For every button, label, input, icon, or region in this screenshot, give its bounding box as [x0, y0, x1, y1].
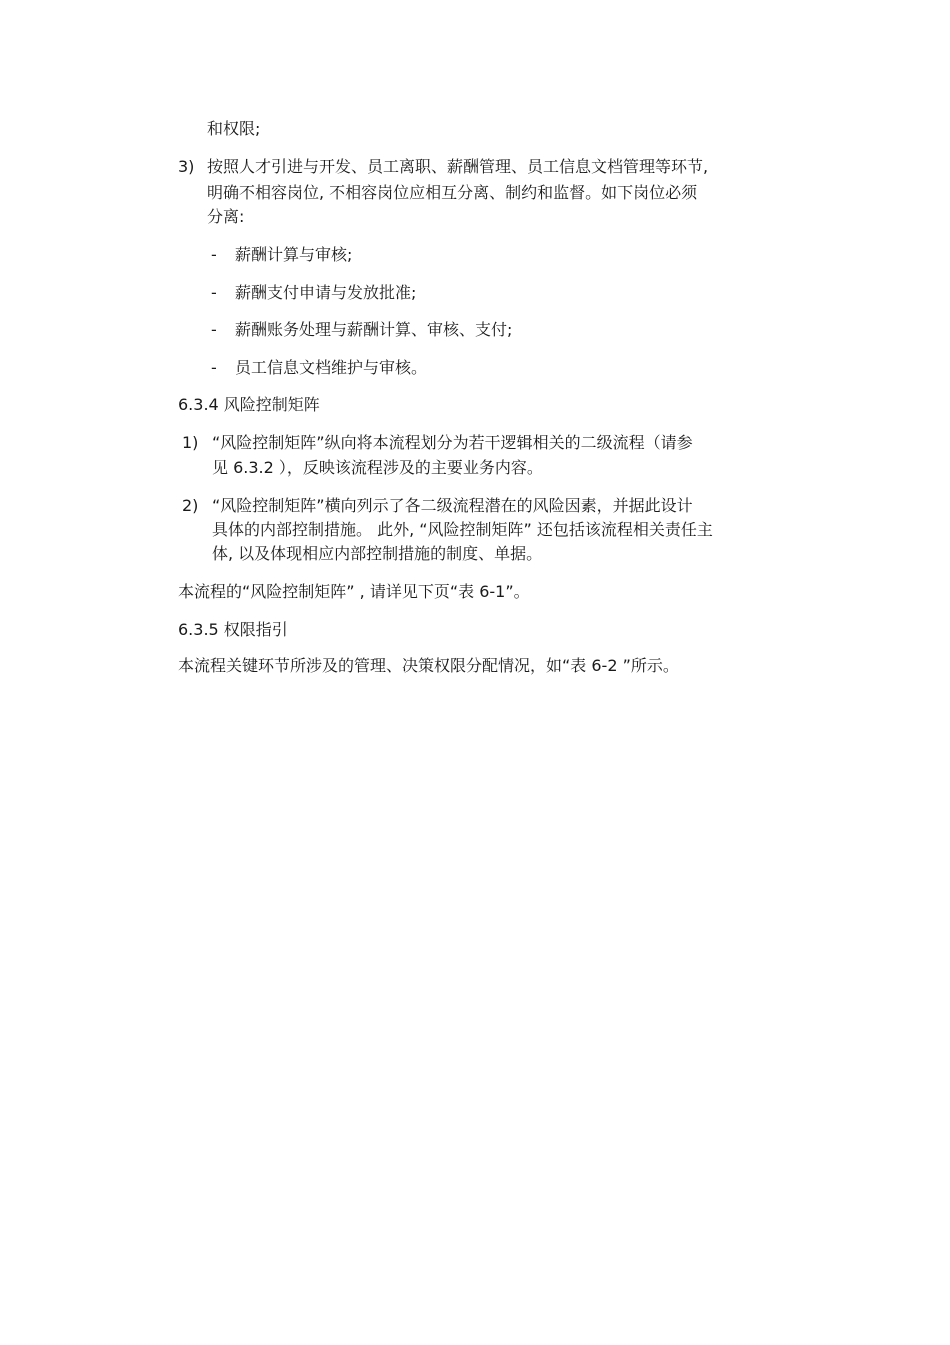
dash-bullet: -	[211, 358, 217, 377]
section-heading-6-3-5: 6.3.5 权限指引	[178, 620, 288, 639]
list-number-2: 2)	[182, 496, 199, 515]
dash-bullet: -	[211, 283, 217, 302]
item3-line-1: 按照人才引进与开发、员工离职、薪酬管理、员工信息文档管理等环节,	[207, 157, 709, 176]
item3-line-3: 分离:	[207, 207, 245, 226]
dash-bullet: -	[211, 245, 217, 264]
risk-item1-line-2: 见 6.3.2 ），反映该流程涉及的主要业务内容。	[212, 458, 543, 477]
matrix-reference-paragraph: 本流程的“风险控制矩阵” , 请详见下页“表 6-1”。	[178, 582, 530, 601]
separation-item-2: 薪酬支付申请与发放批准;	[235, 283, 417, 302]
section-heading-6-3-4: 6.3.4 风险控制矩阵	[178, 395, 320, 414]
risk-item2-line-3: 体, 以及体现相应内部控制措施的制度、单据。	[212, 544, 543, 563]
list-number-1: 1)	[182, 433, 199, 452]
item3-line-2: 明确不相容岗位, 不相容岗位应相互分离、制约和监督。如下岗位必须	[207, 183, 698, 202]
risk-item2-line-2: 具体的内部控制措施。 此外, “风险控制矩阵” 还包括该流程相关责任主	[212, 520, 713, 539]
risk-item1-line-1: “风险控制矩阵”纵向将本流程划分为若干逻辑相关的二级流程（请参	[212, 433, 693, 452]
authority-reference-paragraph: 本流程关键环节所涉及的管理、决策权限分配情况，如“表 6-2 ”所示。	[178, 656, 679, 675]
separation-item-3: 薪酬账务处理与薪酬计算、审核、支付;	[235, 320, 513, 339]
dash-bullet: -	[211, 320, 217, 339]
separation-item-1: 薪酬计算与审核;	[235, 245, 353, 264]
list-number-3: 3)	[178, 157, 195, 176]
continuation-line: 和权限;	[207, 119, 261, 138]
separation-item-4: 员工信息文档维护与审核。	[235, 358, 428, 377]
risk-item2-line-1: “风险控制矩阵”横向列示了各二级流程潜在的风险因素，并据此设计	[212, 496, 693, 515]
